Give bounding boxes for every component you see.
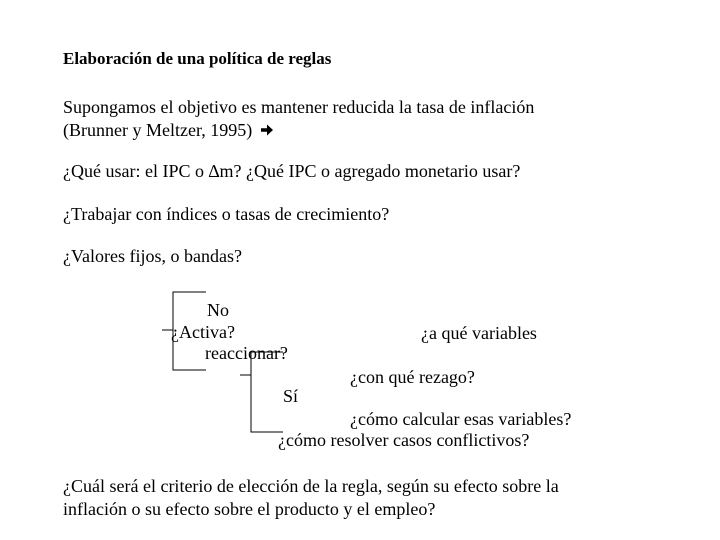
question-ipc-part2: ? ¿Qué IPC o agregado monetario usar? bbox=[233, 161, 521, 181]
diagram-como-calcular: ¿cómo calcular esas variables? bbox=[350, 409, 572, 429]
question-ipc-part1: ¿Qué usar: el IPC o bbox=[63, 161, 209, 181]
diagram-como-resolver: ¿cómo resolver casos conflictivos? bbox=[278, 430, 530, 450]
delta-m-symbol: ∆m bbox=[208, 161, 234, 181]
diagram-a-que-variables: ¿a qué variables bbox=[421, 323, 537, 343]
diagram-activa: ¿Activa? bbox=[171, 322, 235, 342]
diagram-con-que-rezago: ¿con qué rezago? bbox=[350, 367, 475, 387]
diagram-reaccionar: reaccionar? bbox=[205, 343, 288, 363]
question-valores: ¿Valores fijos, o bandas? bbox=[63, 246, 242, 266]
closing-line-1: ¿Cuál será el criterio de elección de la regla, según su efecto sobre la bbox=[63, 476, 559, 496]
diagram-no: No bbox=[207, 300, 229, 320]
page-title: Elaboración de una política de reglas bbox=[63, 49, 332, 68]
inner-bracket bbox=[251, 352, 283, 432]
diagram-si: Sí bbox=[283, 386, 299, 406]
closing-line-2: inflación o su efecto sobre el producto y el empleo? bbox=[63, 499, 436, 519]
question-indices: ¿Trabajar con índices o tasas de crecimiento? bbox=[63, 204, 390, 224]
intro-line-1: Supongamos el objetivo es mantener reducida la tasa de inflación bbox=[63, 97, 535, 117]
intro-citation: (Brunner y Meltzer, 1995) bbox=[63, 120, 253, 140]
